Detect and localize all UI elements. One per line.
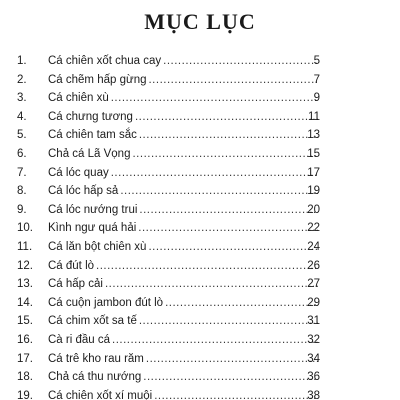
dot-leader bbox=[165, 294, 318, 313]
toc-entry bbox=[0, 312, 400, 331]
toc-entry bbox=[0, 108, 400, 127]
dot-leader bbox=[139, 126, 318, 145]
toc-entry bbox=[0, 257, 400, 276]
toc-entry-page-number: 9 bbox=[313, 92, 320, 105]
toc-entry-title: Cá lóc quay bbox=[48, 166, 109, 179]
toc-entry-page-number: 27 bbox=[307, 278, 320, 291]
toc-entry bbox=[0, 52, 400, 71]
dot-leader bbox=[111, 89, 318, 108]
toc-entry-number: 16. bbox=[17, 333, 33, 346]
dot-leader bbox=[148, 71, 318, 90]
toc-entry-page-number: 15 bbox=[307, 147, 320, 160]
toc-entry-line bbox=[48, 201, 318, 220]
dot-leader bbox=[163, 52, 318, 71]
dot-leader bbox=[146, 350, 318, 369]
toc-entry-number: 5. bbox=[17, 129, 27, 142]
dot-leader bbox=[105, 275, 318, 294]
toc-entry-number: 7. bbox=[17, 166, 27, 179]
toc-entry-title: Cá chưng tương bbox=[48, 110, 133, 123]
toc-entry bbox=[0, 164, 400, 183]
toc-entry-number: 11. bbox=[17, 240, 33, 253]
toc-entry-line bbox=[48, 294, 318, 313]
toc-entry-line bbox=[48, 126, 318, 145]
page-title: MỤC LỤC bbox=[144, 9, 256, 34]
toc-entry-title: Cá chiên xốt chua cay bbox=[48, 55, 162, 67]
toc-entry-line bbox=[48, 182, 318, 201]
toc-entry-line bbox=[48, 89, 318, 108]
dot-leader bbox=[132, 145, 318, 164]
toc-entry-number: 15. bbox=[17, 315, 33, 328]
toc-entry-title: Chả cá Lã Vọng bbox=[48, 147, 131, 160]
toc-entry-line bbox=[48, 275, 318, 294]
toc-entry bbox=[0, 238, 400, 257]
toc-entry-page-number: 5 bbox=[313, 55, 320, 67]
toc-entry bbox=[0, 89, 400, 108]
toc-entry bbox=[0, 126, 400, 145]
toc-entry-page-number: 32 bbox=[307, 333, 320, 346]
toc-entry-number: 17. bbox=[17, 352, 33, 365]
toc-entry-number: 1. bbox=[17, 55, 27, 67]
toc-entry bbox=[0, 368, 400, 387]
toc-entry bbox=[0, 71, 400, 90]
dot-leader bbox=[111, 164, 318, 183]
toc-entry-title: Cá trê kho rau răm bbox=[48, 352, 144, 365]
toc-entry-line bbox=[48, 219, 318, 238]
toc-entry-title: Cá đút lò bbox=[48, 259, 95, 272]
dot-leader bbox=[138, 219, 318, 238]
toc-entry-title: Cá hấp cải bbox=[48, 278, 103, 291]
toc-entry-title: Cá chẽm hấp gừng bbox=[48, 73, 147, 86]
toc-entry-title: Cá chiên xù bbox=[48, 92, 109, 105]
toc-entry-page-number: 24 bbox=[307, 240, 320, 253]
toc-entry-page-number: 11 bbox=[308, 110, 320, 123]
dot-leader bbox=[135, 108, 318, 127]
toc-entry-page-number: 36 bbox=[307, 371, 320, 384]
toc-entry bbox=[0, 387, 400, 400]
toc-entry-line bbox=[48, 71, 318, 90]
toc-entry-title: Cá cuộn jambon đút lò bbox=[48, 296, 164, 309]
toc-entry-line bbox=[48, 164, 318, 183]
toc-entry-title: Cá lăn bột chiên xù bbox=[48, 240, 147, 253]
toc-entry-line bbox=[48, 238, 318, 257]
dot-leader bbox=[143, 368, 318, 387]
toc-entry-number: 2. bbox=[17, 73, 27, 86]
toc-entry-number: 19. bbox=[17, 389, 33, 400]
toc-entry bbox=[0, 219, 400, 238]
toc-entry-page-number: 29 bbox=[307, 296, 320, 309]
toc-entry-number: 3. bbox=[17, 92, 27, 105]
toc-entry-line bbox=[48, 257, 318, 276]
toc-entry-page-number: 26 bbox=[307, 259, 320, 272]
toc-list bbox=[0, 52, 400, 400]
dot-leader bbox=[139, 201, 318, 220]
toc-entry-line bbox=[48, 312, 318, 331]
toc-entry-page-number: 22 bbox=[307, 222, 320, 235]
toc-entry-line bbox=[48, 368, 318, 387]
toc-entry-line bbox=[48, 350, 318, 369]
dot-leader bbox=[139, 312, 318, 331]
toc-entry-page-number: 38 bbox=[307, 389, 320, 400]
toc-entry-number: 6. bbox=[17, 147, 27, 160]
toc-entry-page-number: 7 bbox=[313, 73, 320, 86]
toc-entry bbox=[0, 331, 400, 350]
toc-entry-number: 9. bbox=[17, 203, 27, 216]
toc-entry bbox=[0, 145, 400, 164]
toc-entry-line bbox=[48, 108, 318, 127]
toc-entry-number: 18. bbox=[17, 371, 33, 384]
toc-entry bbox=[0, 201, 400, 220]
toc-entry-number: 13. bbox=[17, 278, 33, 291]
toc-entry-number: 8. bbox=[17, 185, 27, 198]
toc-entry-number: 12. bbox=[17, 259, 33, 272]
toc-entry-number: 4. bbox=[17, 110, 27, 123]
toc-entry bbox=[0, 275, 400, 294]
toc-entry bbox=[0, 350, 400, 369]
dot-leader bbox=[96, 257, 318, 276]
toc-entry-line bbox=[48, 387, 318, 400]
toc-entry-title: Cá lóc nướng trui bbox=[48, 203, 138, 216]
toc-entry bbox=[0, 182, 400, 201]
dot-leader bbox=[112, 331, 318, 350]
dot-leader bbox=[120, 182, 318, 201]
toc-entry-title: Kình ngư quá hải bbox=[48, 222, 137, 235]
toc-entry-title: Cá chiên tam sắc bbox=[48, 129, 137, 142]
toc-entry-title: Cá chim xốt sa tế bbox=[48, 315, 137, 328]
toc-entry-title: Chả cá thu nướng bbox=[48, 371, 142, 384]
toc-entry-page-number: 34 bbox=[307, 352, 320, 365]
toc-entry-page-number: 19 bbox=[307, 185, 320, 198]
toc-entry-title: Cá chiên xốt xí muội bbox=[48, 389, 153, 400]
toc-entry-page-number: 20 bbox=[307, 203, 320, 216]
toc-entry-title: Cà ri đầu cá bbox=[48, 333, 111, 346]
toc-entry-page-number: 31 bbox=[307, 315, 320, 328]
toc-entry-number: 10. bbox=[17, 222, 33, 235]
toc-entry-line bbox=[48, 331, 318, 350]
toc-entry bbox=[0, 294, 400, 313]
dot-leader bbox=[154, 387, 318, 400]
toc-entry-line bbox=[48, 145, 318, 164]
toc-entry-title: Cá lóc hấp sả bbox=[48, 185, 119, 198]
toc-entry-number: 14. bbox=[17, 296, 33, 309]
toc-entry-page-number: 17 bbox=[307, 166, 320, 179]
toc-entry-line bbox=[48, 52, 318, 71]
toc-entry-page-number: 13 bbox=[307, 129, 320, 142]
dot-leader bbox=[148, 238, 318, 257]
